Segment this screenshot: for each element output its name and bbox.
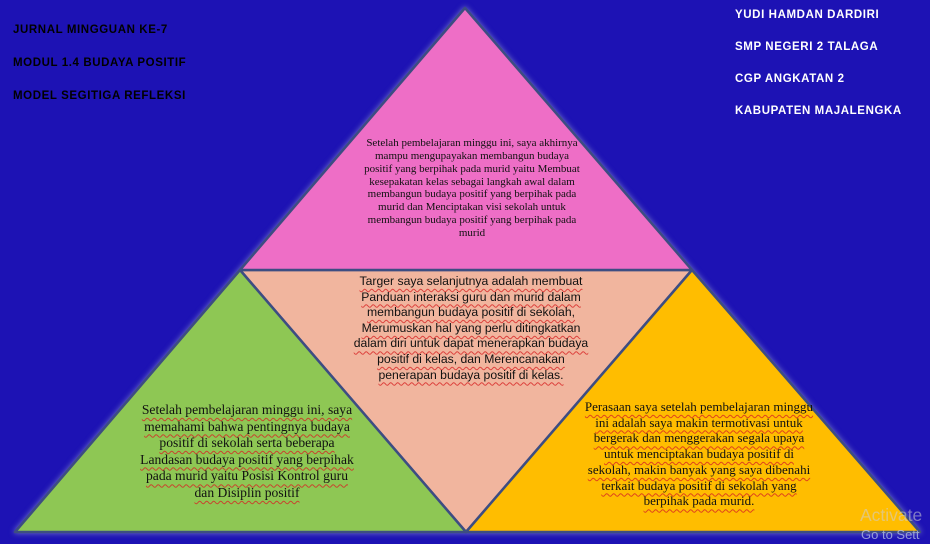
cohort-label: CGP ANGKATAN 2 bbox=[735, 73, 845, 85]
regency-label: KABUPATEN MAJALENGKA bbox=[735, 105, 902, 117]
bottom-right-triangle-text: Perasaan saya setelah pembelajaran minggu ini adalah saya makin termotivasi untuk bergerak dan menggerakan segala upaya untuk menciptakan budaya positif di sekolah, makin banyak yang saya dibenahi terkait budaya positif di sekolah yang berpihak pada murid. bbox=[584, 399, 814, 509]
go-to-settings-watermark: Go to Sett bbox=[861, 527, 920, 542]
bottom-left-triangle-text: Setelah pembelajaran minggu ini, saya memahami bahwa pentingnya budaya positif di sekolah serta beberapa Landasan budaya positif yang berpihak pada murid yaitu Posisi Kontrol guru dan Disiplin positif bbox=[140, 402, 354, 500]
activate-windows-watermark: Activate bbox=[860, 505, 923, 525]
slide-title-block bbox=[13, 24, 186, 123]
journal-week-label: JURNAL MINGGUAN KE-7 bbox=[13, 24, 168, 36]
module-label: MODUL 1.4 BUDAYA POSITIF bbox=[13, 57, 187, 69]
model-label: MODEL SEGITIGA REFLEKSI bbox=[13, 90, 186, 102]
school-name: SMP NEGERI 2 TALAGA bbox=[735, 41, 879, 53]
author-name: YUDI HAMDAN DARDIRI bbox=[735, 9, 880, 21]
middle-triangle-text: Targer saya selanjutnya adalah membuat Panduan interaksi guru dan murid dalam membangun budaya positif di sekolah, Merumuskan hal yang perlu ditingkatkan dalam diri untuk dapat menerapkan budaya positif di kelas, dan Merencanakan penerapan budaya positif di kelas. bbox=[353, 274, 589, 382]
top-triangle-text: Setelah pembelajaran minggu ini, saya akhirnya mampu mengupayakan membangun budaya positif yang berpihak pada murid yaitu Membuat kesepakatan kelas sebagai langkah awal dalam membangun budaya positif yang berpihak pada murid dan Menciptakan visi sekolah untuk membangun budaya positif yang berpihak pada murid bbox=[364, 137, 580, 240]
author-info-block bbox=[735, 9, 902, 137]
